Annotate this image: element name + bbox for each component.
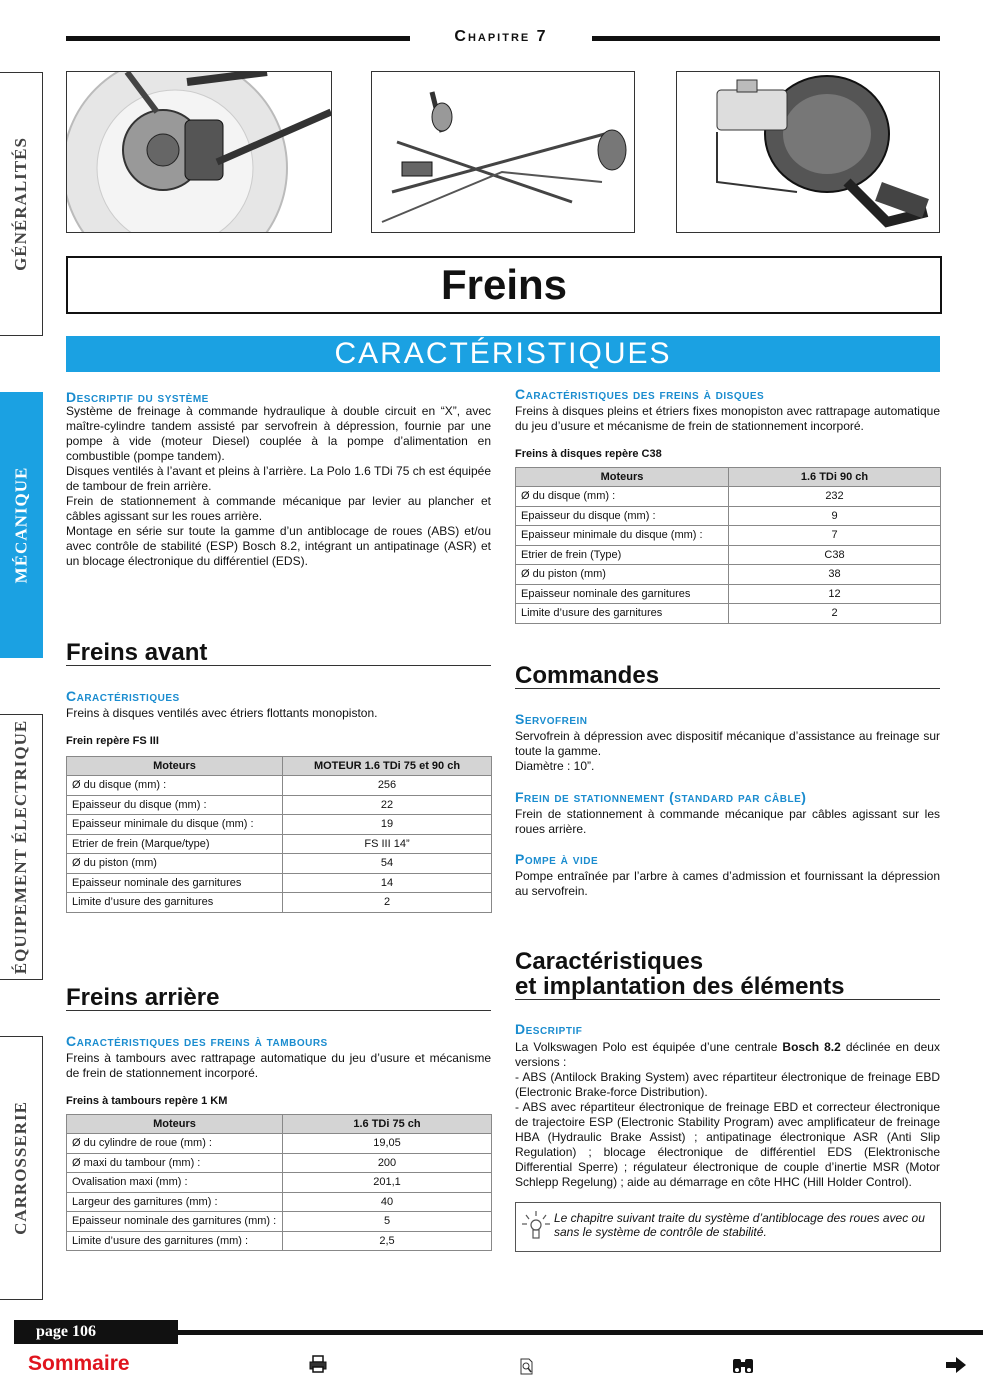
stationnement-text: Frein de stationnement à commande mécanique par câbles agissant sur les roues arrière. [515,807,940,836]
arriere-caracteristiques-heading: Caractéristiques des freins à tambours [66,1033,328,1049]
avant-text: Freins à disques ventilés avec étriers flottants monopiston. [66,706,378,720]
front-brake-illustration [66,71,332,233]
table-row: Limite d’usure des garnitures 2 [516,604,941,624]
descriptif2-text: La Volkswagen Polo est équipée d’une centrale Bosch 8.2 déclinée en deux versions : - ABS (Antilock Braking System) avec répartiteur électronique de freinage EBD (Electronic Brake-force Distribution). - ABS avec répartiteur électronique de freinage EBD et correcteur électronique de trajectoire ESP (Electronic Stability Program) avec amplificateur de freinage HBA (Hydraulic Brake Assist) ; antipatinage électronique ASR (Anti Slip Regulation) ; blocage électronique de différentiel EDS (Elektronische Differential Sperre) ; régulateur électronique de couple d’inertie MSR (Motor Schlepp Regelung) ; aide au démarrage en côte HHC (Hill Holder Control). [515,1040,940,1189]
table-row: Ø du piston (mm) 38 [516,565,941,585]
rear-brake-illustration [371,71,635,233]
freins-arriere-title: Freins arrière [66,985,491,1011]
page-number: page 106 [14,1320,178,1344]
table-row: Epaisseur nominale des garnitures 12 [516,584,941,604]
disques-table-label: Freins à disques repère C38 [515,448,662,460]
stationnement-heading: Frein de stationnement (standard par câble) [515,789,807,805]
next-arrow-icon[interactable] [945,1356,967,1379]
pompe-heading: Pompe à vide [515,851,599,867]
table-row: Epaisseur nominale des garnitures 14 [67,873,492,893]
master-cylinder-illustration [676,71,940,233]
sommaire-link[interactable]: Sommaire [28,1352,130,1375]
avant-caracteristiques-heading: Caractéristiques [66,688,180,704]
table-row: Ø du disque (mm) : 232 [516,487,941,507]
lightbulb-icon [520,1209,552,1246]
descriptif2-heading: Descriptif [515,1021,583,1037]
printer-icon[interactable] [308,1354,328,1379]
pompe-text: Pompe entraînée par l’arbre à cames d’admission et fournissant la dépression au servofrein. [515,869,940,898]
page-title: Freins [66,256,942,314]
side-tab-generalites[interactable]: GÉNÉRALITÉS [0,72,43,336]
side-tab-mecanique[interactable]: MÉCANIQUE [0,392,43,658]
side-tab-carrosserie[interactable]: CARROSSERIE [0,1036,43,1300]
table-row: Epaisseur minimale du disque (mm) : 19 [67,815,492,835]
disques-heading: Caractéristiques des freins à disques [515,386,765,402]
table-row: Epaisseur du disque (mm) : 9 [516,506,941,526]
table-row: Ø maxi du tambour (mm) : 200 [67,1153,492,1173]
note-box [515,1202,941,1252]
binoculars-icon[interactable] [731,1355,755,1380]
table-row: Epaisseur du disque (mm) : 22 [67,795,492,815]
table-row: Epaisseur minimale du disque (mm) : 7 [516,526,941,546]
table-row: Ovalisation maxi (mm) : 201,1 [67,1173,492,1193]
descriptif-heading: Descriptif du système [66,389,209,405]
arriere-table-label: Freins à tambours repère 1 KM [66,1095,228,1107]
table-row: Ø du cylindre de roue (mm) : 19,05 [67,1134,492,1154]
table-row: Largeur des garnitures (mm) : 40 [67,1192,492,1212]
note-text: Le chapitre suivant traite du système d’antiblocage des roues avec ou sans le système de contrôle de stabilité. [554,1211,925,1239]
section-banner: CARACTÉRISTIQUES [66,336,940,372]
table-row: Ø du disque (mm) : 256 [67,776,492,796]
implantation-title: Caractéristiques et implantation des éléments [515,949,940,1000]
table-row: Limite d’usure des garnitures 2 [67,893,492,913]
chapter-title: Chapitre 7 [454,28,548,45]
disques-spec-table: Moteurs 1.6 TDi 90 ch Ø du disque (mm) : 232 Epaisseur du disque (mm) : 9 Epaisseur minimale du disque (mm) : 7 Etrier de frein (Type) C38 Ø du piston (mm) 38 Epaisseur nominale des garnitures 12 Limite d’usure des garnitures 2 [515,467,941,624]
table-row: Epaisseur nominale des garnitures (mm) : 5 [67,1212,492,1232]
header-rule-left [66,36,410,41]
footer-rule [178,1330,983,1335]
table-row: Etrier de frein (Marque/type) FS III 14” [67,834,492,854]
servofrein-heading: Servofrein [515,711,588,727]
table-row: Ø du piston (mm) 54 [67,854,492,874]
servofrein-text: Servofrein à dépression avec dispositif mécanique d’assistance au freinage sur toute la gamme. Diamètre : 10”. [515,729,940,773]
table-row: Etrier de frein (Type) C38 [516,545,941,565]
freins-avant-title: Freins avant [66,640,491,666]
disques-text: Freins à disques pleins et étriers fixes monopiston avec rattrapage automatique du jeu d’usure et mécanisme de frein de stationnement incorporé. [515,404,940,433]
arriere-spec-table: Moteurs 1.6 TDi 75 ch Ø du cylindre de roue (mm) : 19,05 Ø maxi du tambour (mm) : 200 Ovalisation maxi (mm) : 201,1 Largeur des garnitures (mm) : 40 Epaisseur nominale des garnitures (mm) : 5 Limite d’usure des garnitures (mm) : 2,5 [66,1114,492,1251]
arriere-text: Freins à tambours avec rattrapage automatique du jeu d’usure et mécanisme de frein de stationnement incorporé. [66,1051,491,1080]
commandes-title: Commandes [515,663,940,689]
avant-table-label: Frein repère FS III [66,735,159,747]
search-document-icon[interactable] [519,1358,535,1381]
table-row: Limite d’usure des garnitures (mm) : 2,5 [67,1231,492,1251]
header-rule-right [592,36,940,41]
side-tab-equipement-electrique[interactable]: ÉQUIPEMENT ÉLECTRIQUE [0,714,43,980]
descriptif-text: Système de freinage à commande hydraulique à double circuit en “X”, avec maître-cylindre tandem assisté par servofrein à dépression, fournie par une pompe à vide (moteur Diesel) couplée à la pompe d’alimentation en combustible (pompe tandem). Disques ventilés à l’avant et pleins à l’arrière. La Polo 1.6 TDi 75 ch est équipée de tambour de frein arrière. Frein de stationnement à commande mécanique par levier au plancher et câbles agissant sur les roues arrière. Montage en série sur toute la gamme d’un antiblocage de roues (ABS) et/ou avec contrôle de stabilité (ESP) Bosch 8.2, intégrant un antipatinage (ASR) et un blocage électronique du différentiel (EDS). [66,404,491,568]
avant-spec-table: Moteurs MOTEUR 1.6 TDi 75 et 90 ch Ø du disque (mm) : 256 Epaisseur du disque (mm) : 22 Epaisseur minimale du disque (mm) : 19 Etrier de frein (Marque/type) FS III 14” Ø du piston (mm) 54 Epaisseur nominale des garnitures 14 Limite d’usure des garnitures 2 [66,756,492,913]
